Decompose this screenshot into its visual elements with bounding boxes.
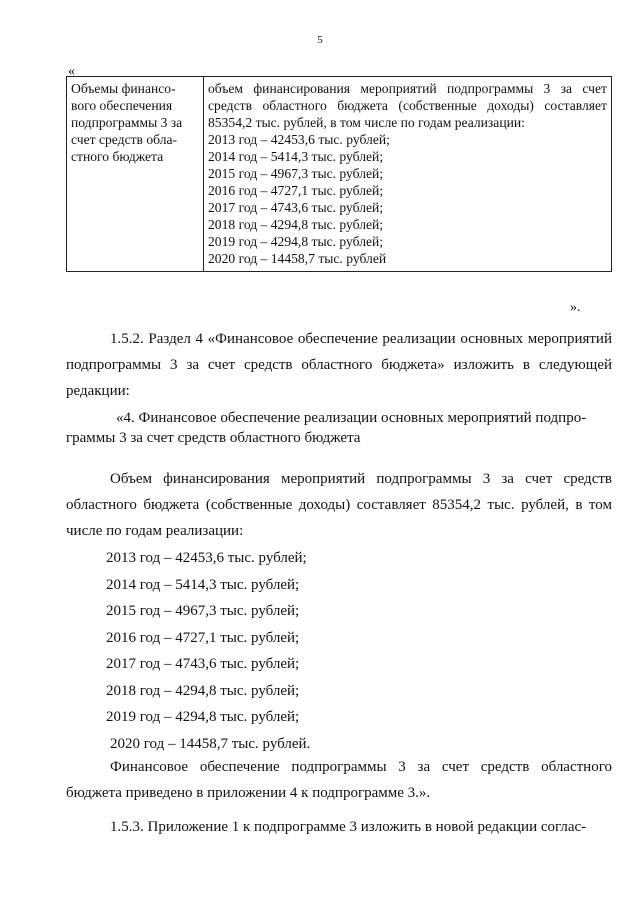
year-list-item: 2015 год – 4967,3 тыс. рублей; (106, 603, 300, 619)
section-4-heading (66, 408, 612, 448)
table-year-line: 2020 год – 14458,7 тыс. рублей (208, 251, 387, 266)
section-4-heading-line: граммы 3 за счет средств областного бюджета (66, 430, 361, 446)
section-4-closing-paragraph: Финансовое обеспечение подпрограммы 3 за счет средств областного бюджета приведено в приложении 4 к подпрограмме 3.». (66, 759, 612, 801)
year-list-item: 2014 год – 5414,3 тыс. рублей; (106, 576, 300, 593)
year-list-item: 2019 год – 4294,8 тыс. рублей; (106, 709, 300, 725)
table-label-cell: Объемы финансо-вого обеспечения подпрограммы 3 за счет средств обла-стного бюджета (67, 77, 204, 272)
paragraph-1-5-3: 1.5.3. Приложение 1 к подпрограмме 3 изложить в новой редакции соглас- (110, 819, 587, 835)
table-year-line: 2015 год – 4967,3 тыс. рублей; (208, 166, 384, 181)
table-close-quote: ». (570, 300, 581, 315)
table-year-line: 2018 год – 4294,8 тыс. рублей; (208, 217, 384, 232)
section-4-intro-paragraph: Объем финансирования мероприятий подпрограммы 3 за счет средств областного бюджета (собственные доходы) составляет 85354,2 тыс. рублей, в том числе по годам реализации: (66, 471, 612, 539)
table-year-line: 2019 год – 4294,8 тыс. рублей; (208, 234, 384, 249)
year-list-item: 2016 год – 4727,1 тыс. рублей; (106, 629, 300, 646)
paragraph-1-5-2: 1.5.2. Раздел 4 «Финансовое обеспечение реализации основных мероприятий подпрограммы 3 за счет средств областного бюджета» изложить в следующей редакции: (66, 331, 612, 399)
section-4-year-list (106, 547, 310, 759)
table-year-line: 2016 год – 4727,1 тыс. рублей; (208, 183, 384, 198)
table-year-line: 2017 год – 4743,6 тыс. рублей; (208, 200, 384, 215)
year-list-item: 2013 год – 42453,6 тыс. рублей; (106, 550, 307, 566)
financing-table (66, 76, 612, 272)
year-list-item: 2020 год – 14458,7 тыс. рублей. (110, 735, 311, 752)
table-row (67, 77, 612, 272)
year-list-item: 2018 год – 4294,8 тыс. рублей; (106, 682, 300, 699)
section-4-heading-line: «4. Финансовое обеспечение реализации основных мероприятий подпро- (116, 410, 587, 426)
year-list-item: 2017 год – 4743,6 тыс. рублей; (106, 656, 300, 672)
table-intro-text: объем финансирования мероприятий подпрограммы 3 за счет средств областного бюджета (собственные доходы) составляет 85354,2 тыс. рублей, в том числе по годам реализации: (208, 81, 607, 130)
table-year-line: 2013 год – 42453,6 тыс. рублей; (208, 132, 390, 147)
table-open-quote: « (68, 64, 75, 79)
table-value-cell (204, 77, 612, 272)
table-year-line: 2014 год – 5414,3 тыс. рублей; (208, 149, 384, 164)
page-number: 5 (317, 34, 323, 46)
